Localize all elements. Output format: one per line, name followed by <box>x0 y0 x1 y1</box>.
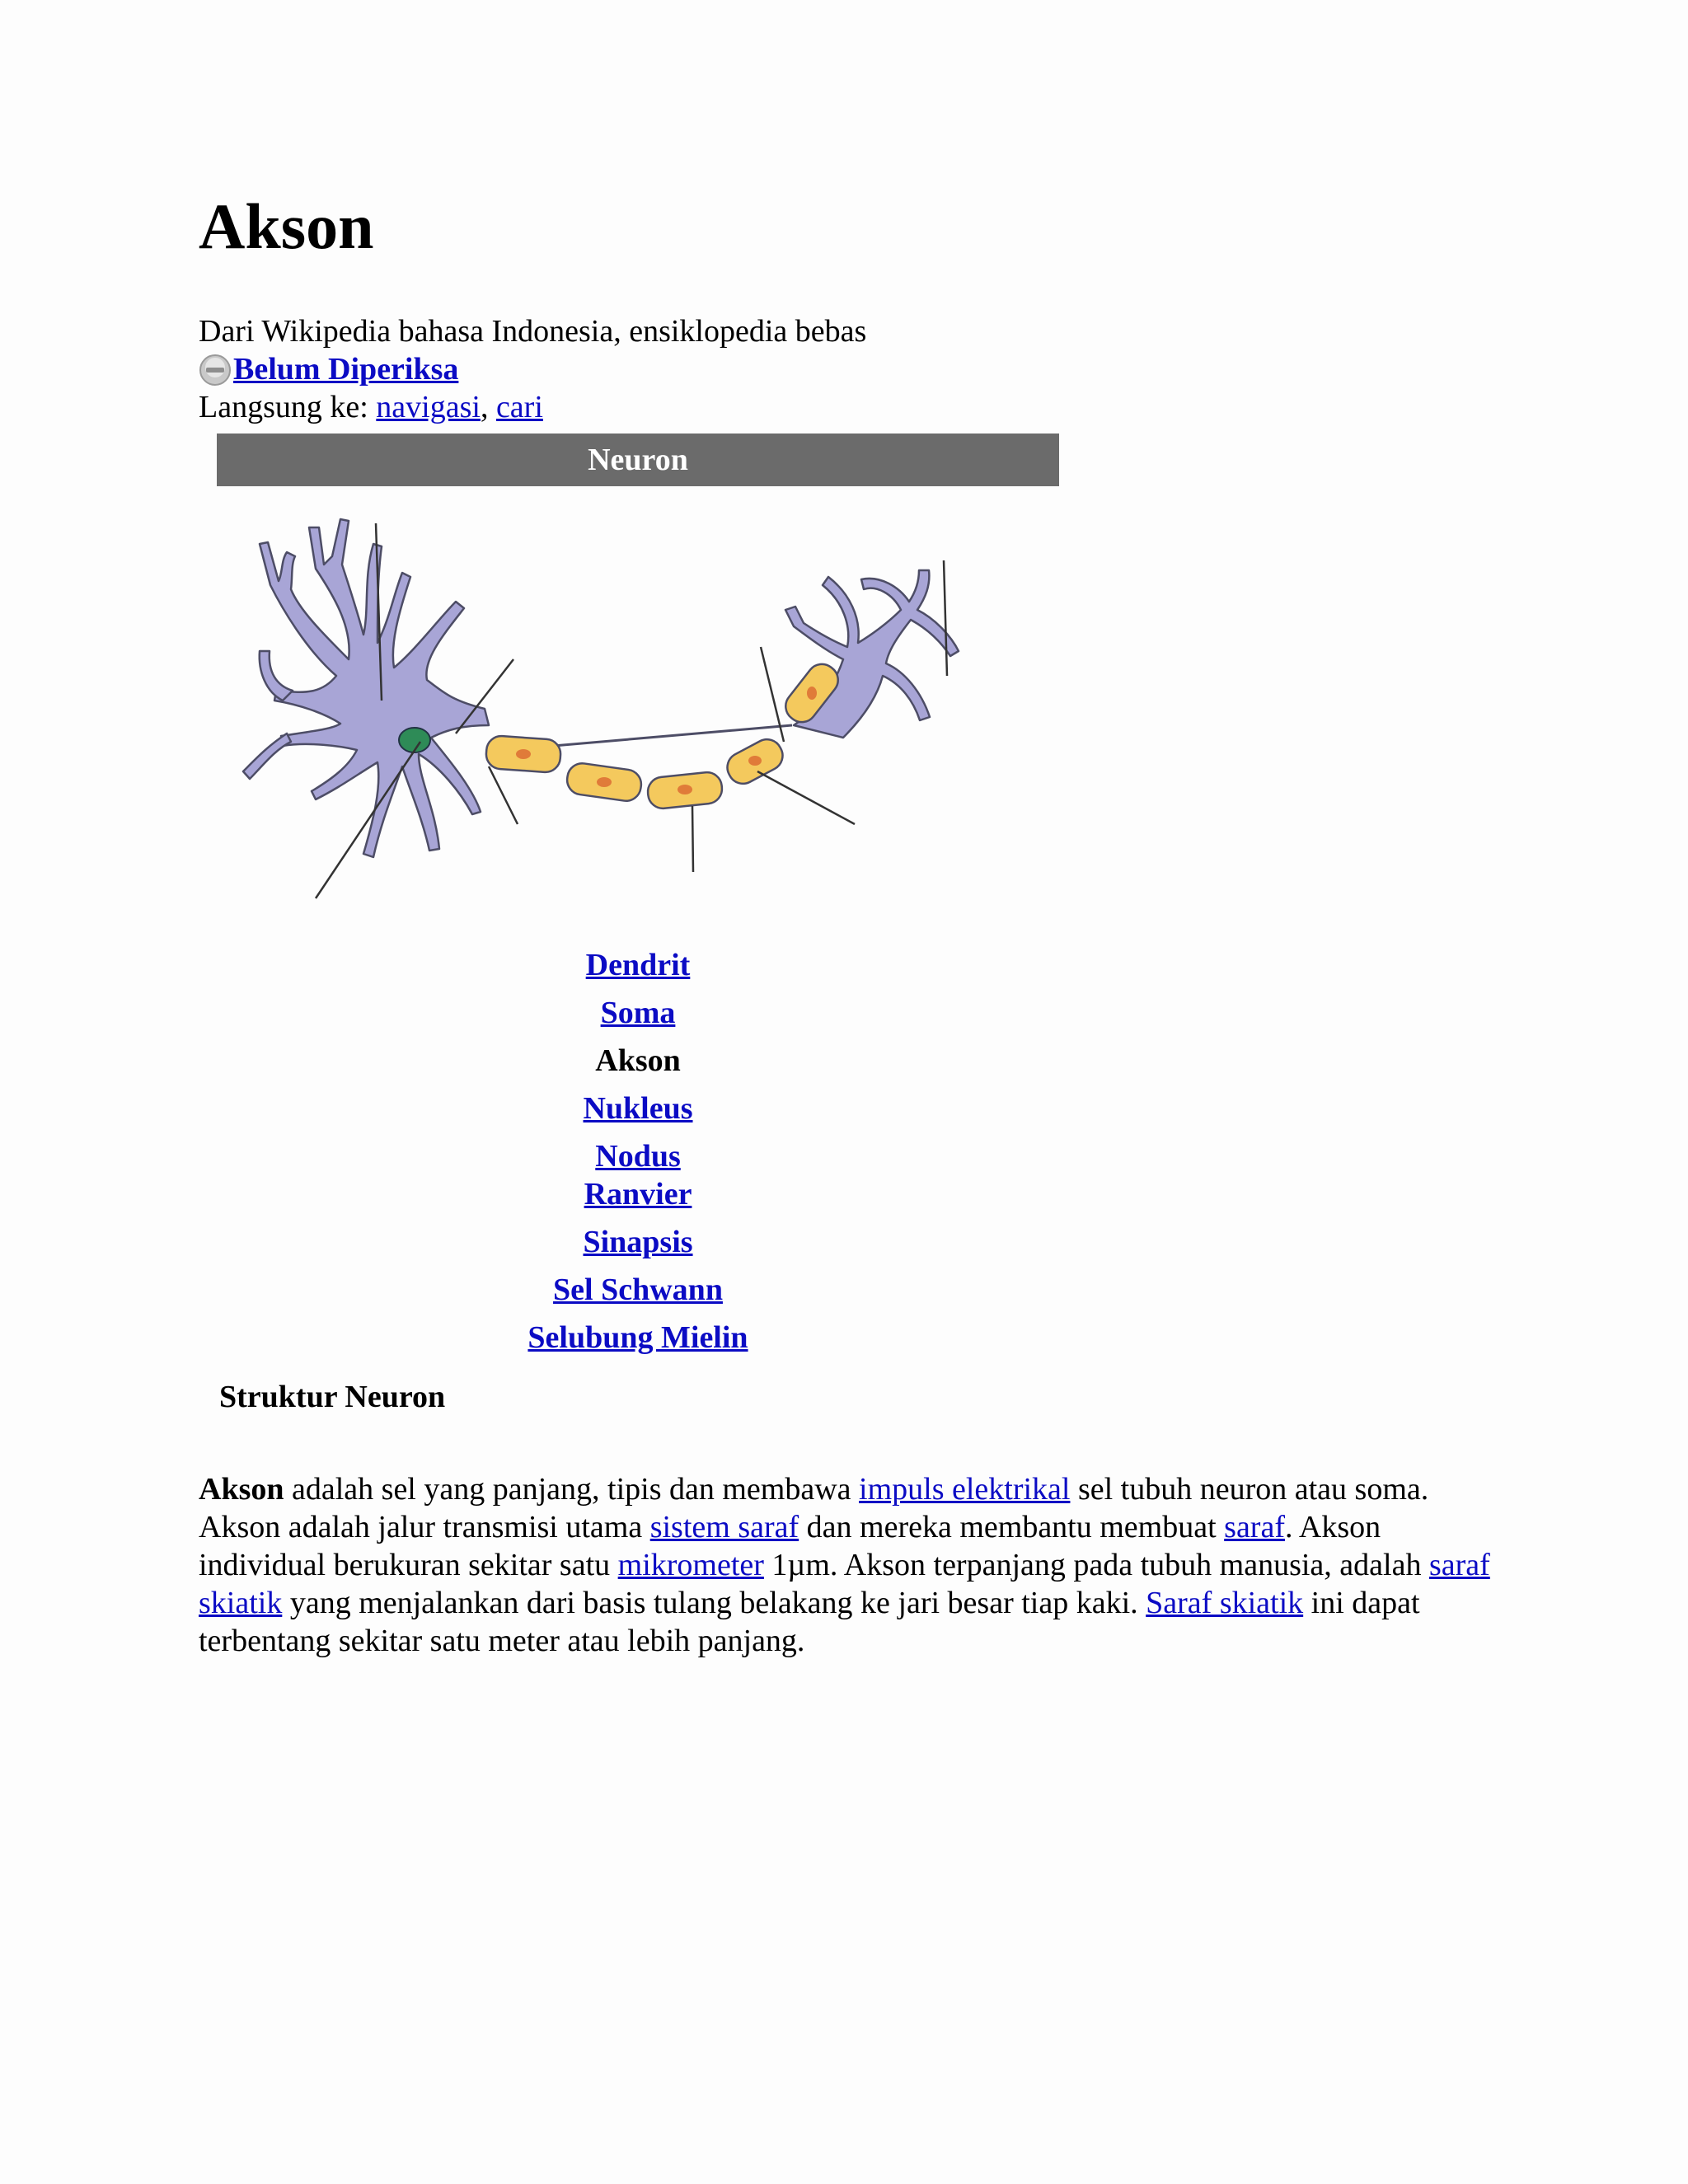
text-run: ini dapat terbentang sekitar satu meter atau lebih panjang. <box>199 1586 1420 1658</box>
link-saraf-skiatik[interactable]: saraf skiatik <box>199 1548 1490 1620</box>
neuron-diagram[interactable] <box>217 494 1059 923</box>
review-status-link[interactable]: Belum Diperiksa <box>233 352 459 387</box>
link-impuls-elektrikal[interactable]: impuls elektrikal <box>859 1472 1071 1507</box>
text-run: yang menjalankan dari basis tulang belakang ke jari besar tiap kaki. <box>282 1586 1146 1620</box>
page-title: Akson <box>199 190 374 262</box>
review-status <box>199 351 458 389</box>
link-saraf[interactable]: saraf <box>1224 1510 1285 1544</box>
site-tagline: Dari Wikipedia bahasa Indonesia, ensiklopedia bebas <box>199 314 867 349</box>
neuron-parts-list <box>217 946 1059 1366</box>
jump-links <box>199 389 543 427</box>
infobox-caption: Struktur Neuron <box>219 1380 446 1414</box>
link-mikrometer[interactable]: mikrometer <box>617 1548 764 1582</box>
article-paragraph <box>199 1470 1501 1660</box>
part-link-nodus-ranvier[interactable] <box>556 1137 720 1213</box>
search-link[interactable]: cari <box>495 390 543 424</box>
text-run: sel tubuh neuron atau soma. Akson adalah jalur transmisi utama <box>199 1472 1429 1544</box>
navigation-link[interactable]: navigasi <box>376 390 481 424</box>
jump-prefix: Langsung ke: <box>199 390 377 424</box>
link-sistem-saraf[interactable]: sistem saraf <box>649 1510 799 1544</box>
cell-body-dendrites <box>243 519 489 857</box>
text-run: 1µm. Akson terpanjang pada tubuh manusia, adalah <box>763 1548 1429 1582</box>
text-run: . Akson individual berukuran sekitar satu <box>199 1510 1381 1582</box>
part-link-sinapsis[interactable]: Sinapsis <box>583 1225 693 1259</box>
text-run: dan mereka membantu membuat <box>799 1510 1225 1544</box>
jump-separator: , <box>480 390 496 424</box>
nodus-line-1: Nodus <box>595 1139 681 1174</box>
part-link-selubung-mielin[interactable]: Selubung Mielin <box>528 1320 748 1355</box>
part-link-dendrit[interactable]: Dendrit <box>585 948 691 982</box>
unreviewed-icon <box>199 354 232 387</box>
part-link-nukleus[interactable]: Nukleus <box>583 1091 693 1126</box>
part-akson-current: Akson <box>595 1043 681 1078</box>
link-saraf-skiatik-2[interactable]: Saraf skiatik <box>1146 1586 1304 1620</box>
article-subject: Akson <box>199 1472 284 1507</box>
infobox-header: Neuron <box>217 434 1059 486</box>
part-link-soma[interactable]: Soma <box>600 996 676 1030</box>
text-run: adalah sel yang panjang, tipis dan membawa <box>284 1472 860 1507</box>
nodus-line-2: Ranvier <box>584 1177 692 1212</box>
myelin-sheath <box>485 658 844 810</box>
part-link-sel-schwann[interactable]: Sel Schwann <box>553 1272 723 1307</box>
